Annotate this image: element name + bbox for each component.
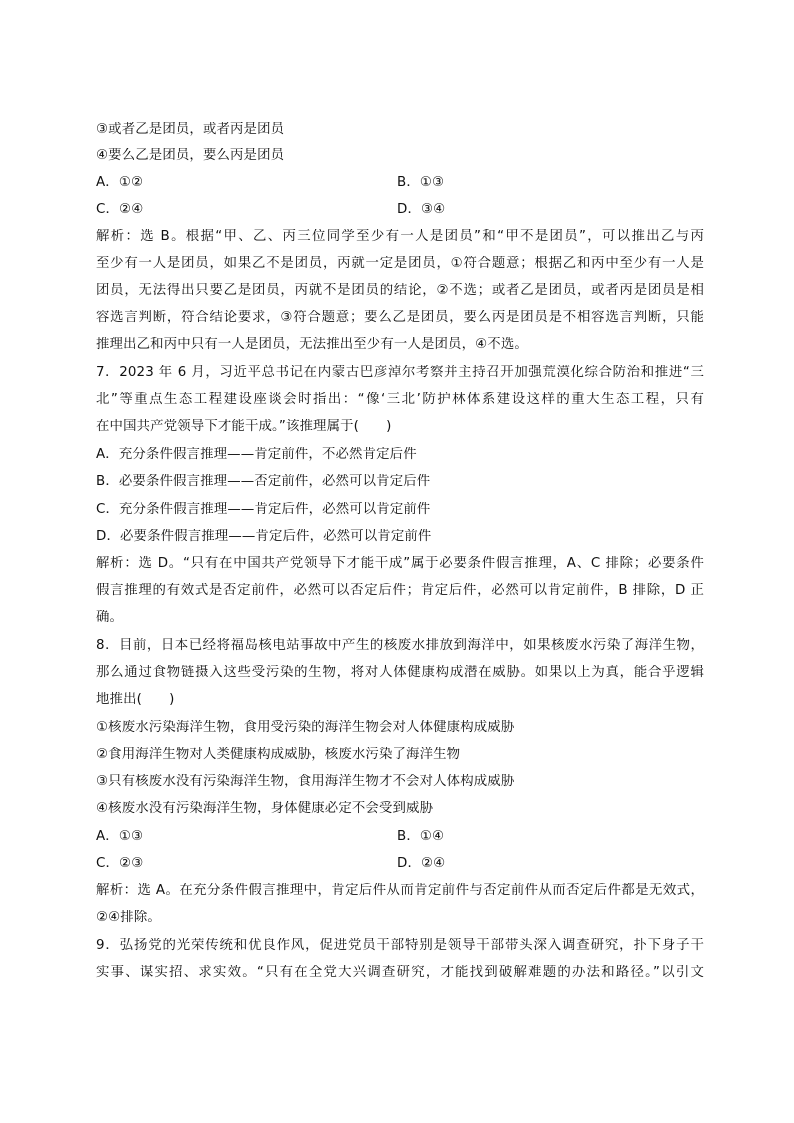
q7-analysis-line-1: 解析：选 D。“只有在中国共产党领导下才能干成”属于必要条件假言推理，A、C 排除；必要条件 — [96, 556, 704, 571]
q7-stem-line-1: 7．2023 年 6 月，习近平总书记在内蒙古巴彦淖尔考察并主持召开加强荒漠化综合防治和推进“三 — [96, 365, 704, 380]
q8-analysis-line-1: 解析：选 A。在充分条件假言推理中，肯定后件从而肯定前件与否定前件从而否定后件都是无效式， — [96, 883, 704, 898]
q7-option-a: A．充分条件假言推理——肯定前件，不必然肯定后件 — [96, 447, 417, 462]
q6-option-c: C．②④ — [96, 202, 144, 217]
q6-option-a: A．①② — [96, 175, 144, 190]
q8-analysis-line-2: ②④排除。 — [96, 910, 161, 925]
q6-analysis-line-2: 至少有一人是团员，如果乙不是团员，丙就一定是团员，①符合题意；根据乙和丙中至少有一人是 — [96, 256, 704, 271]
q8-stem-line-2: 那么通过食物链摄入这些受污染的生物，将对人体健康构成潜在威胁。如果以上为真，能合乎逻辑 — [96, 665, 704, 680]
q8-option-a: A．①③ — [96, 829, 144, 844]
q7-analysis-line-2: 假言推理的有效式是否定前件，必然可以否定后件；肯定后件，必然可以肯定前件，B 排除，D 正 — [96, 583, 704, 598]
q8-statement-1: ①核废水污染海洋生物，食用受污染的海洋生物会对人体健康构成威胁 — [96, 720, 515, 735]
q8-stem-line-1: 8．目前，日本已经将福岛核电站事故中产生的核废水排放到海洋中，如果核废水污染了海洋生物， — [96, 638, 704, 653]
q6-option-b: B．①③ — [397, 175, 445, 190]
q6-statement-3: ③或者乙是团员，或者丙是团员 — [96, 122, 285, 137]
q7-analysis-line-3: 确。 — [96, 610, 124, 625]
q8-option-d: D．②④ — [397, 856, 446, 871]
q6-analysis-line-3: 团员，无法得出只要乙是团员，丙就不是团员的结论，②不选；或者乙是团员，或者丙是团员是相 — [96, 283, 704, 298]
q7-option-d: D．必要条件假言推理——肯定后件，必然可以肯定前件 — [96, 529, 432, 544]
q6-analysis-line-5: 推理出乙和丙中只有一人是团员，无法推出至少有一人是团员，④不选。 — [96, 337, 528, 352]
q7-stem-line-2: 北”等重点生态工程建设座谈会时指出：“像‘三北’防护林体系建设这样的重大生态工程，只有 — [96, 392, 704, 407]
q9-stem-line-2: 实事、谋实招、求实效。“只有在全党大兴调查研究，才能找到破解难题的办法和路径。”以引文 — [96, 965, 704, 980]
q7-stem-line-3: 在中国共产党领导下才能干成。”该推理属于( ) — [96, 419, 392, 434]
q6-option-d: D．③④ — [397, 202, 446, 217]
q8-statement-4: ④核废水没有污染海洋生物，身体健康必定不会受到威胁 — [96, 801, 434, 816]
q6-statement-4: ④要么乙是团员，要么丙是团员 — [96, 148, 285, 163]
q8-option-c: C．②③ — [96, 856, 144, 871]
q9-stem-line-1: 9．弘扬党的光荣传统和优良作风，促进党员干部特别是领导干部带头深入调查研究，扑下身子干 — [96, 938, 704, 953]
q6-analysis-line-4: 容选言判断，符合结论要求，③符合题意；要么乙是团员，要么丙是团员是不相容选言判断，只能 — [96, 310, 704, 325]
q6-analysis-line-1: 解析：选 B。根据“甲、乙、丙三位同学至少有一人是团员”和“甲不是团员”，可以推出乙与丙 — [96, 229, 704, 244]
q8-statement-2: ②食用海洋生物对人类健康构成威胁，核废水污染了海洋生物 — [96, 747, 461, 762]
q8-statement-3: ③只有核废水没有污染海洋生物，食用海洋生物才不会对人体构成威胁 — [96, 774, 515, 789]
q7-option-b: B．必要条件假言推理——否定前件，必然可以肯定后件 — [96, 474, 431, 489]
q8-stem-line-3: 地推出( ) — [96, 692, 175, 707]
q8-option-b: B．①④ — [397, 829, 445, 844]
q7-option-c: C．充分条件假言推理——肯定后件，必然可以肯定前件 — [96, 502, 431, 517]
